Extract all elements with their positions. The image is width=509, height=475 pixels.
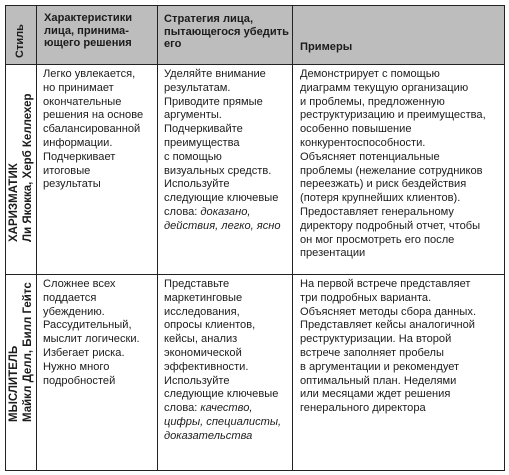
header-strategy: Стратегия лица, пытающегося убедить его <box>164 13 289 51</box>
row-thinker-examples: На первой встрече представляет три подробных варианта. Объясняет методы сбора данных. Представляет кейсы аналогичной реструктуризации. На второй встрече заполняет пробелы в аргументации и рекомендует оптимальный план. Неделями или месяцами ждет решения генерального директора <box>300 278 477 415</box>
header-divider <box>6 64 504 65</box>
column-divider <box>157 6 158 470</box>
style-name: ХАРИЗМАТИК <box>8 163 20 242</box>
strategy-table: Стиль Характеристики лица, принима- ющего решения Стратегия лица, пытающегося убедить его Примеры ХАРИЗМАТИК Ли Якокка, Херб Келлехер Легко увлекается, но принимает окончательные решения на основе сбалансированной информации. Подчеркивает итоговые результаты Уделяйте внимание результатам. Приводите прямые аргументы. Подчеркивайте преимущества с помощью визуальных средств. Используйте следующие ключевые слова: доказано, действия, легко, ясно Демонстрирует с помощью диаграмм текущую организацию и проблемы, предложенную реструктуризацию и преимущества, особенно повышение конкурентоспособности. Объясняет потенциальные проблемы (нежелание сотрудников переезжать) и риск бездействия (потеря крупнейших клиентов). Предоставляет генеральному директору подробный отчет, чтобы он мог просмотреть его после презентации МЫСЛИТЕЛЬ Майкл Делл, Билл Гейтс Сложнее всех поддается убеждению. Рассудительный, мыслит логически. Избегает риска. Нужно много подробностей Представьте маркетинговые исследования, опросы клиентов, кейсы, анализ экономической эффективности. Используйте следующие ключевые слова: качество, цифры, специалисты, доказательства На первой встрече представляет три подробных варианта. Объясняет методы сбора данных. Представляет кейсы аналогичной реструктуризации. На второй встрече заполняет пробелы в аргументации и рекомендует оптимальный план. Неделями или месяцами ждет решения генерального директора <box>5 5 505 471</box>
column-divider <box>292 6 293 470</box>
style-people: Ли Якокка, Херб Келлехер <box>21 93 34 242</box>
column-divider <box>36 6 37 470</box>
style-people: Майкл Делл, Билл Гейтс <box>21 282 34 422</box>
header-characteristics: Характеристики лица, принима- ющего решения <box>44 12 133 50</box>
row-charismatic-examples: Демонстрирует с помощью диаграмм текущую организацию и проблемы, предложенную реструктуризацию и преимущества, особенно повышение конкурентоспособности. Объясняет потенциальные проблемы (нежелание сотрудников переезжать) и риск бездействия (потеря крупнейших клиентов). Предоставляет генеральному директору подробный отчет, чтобы он мог просмотреть его после презентации <box>300 68 486 260</box>
style-name: МЫСЛИТЕЛЬ <box>8 345 20 422</box>
row-thinker-characteristics: Сложнее всех поддается убеждению. Рассудительный, мыслит логически. Избегает риска. Нужно много подробностей <box>43 278 140 387</box>
row-charismatic-characteristics: Легко увлекается, но принимает окончательные решения на основе сбалансированной информации. Подчеркивает итоговые результаты <box>43 68 144 191</box>
row-thinker-strategy: Представьте маркетинговые исследования, опросы клиентов, кейсы, анализ экономической эффективности. Используйте следующие ключевые слова: качество, цифры, специалисты, доказательства <box>164 278 282 442</box>
row-charismatic-strategy: Уделяйте внимание результатам. Приводите прямые аргументы. Подчеркивайте преимущества с помощью визуальных средств. Используйте следующие ключевые слова: доказано, действия, легко, ясно <box>164 68 281 232</box>
header-examples: Примеры <box>300 41 353 53</box>
row-divider <box>6 274 504 275</box>
